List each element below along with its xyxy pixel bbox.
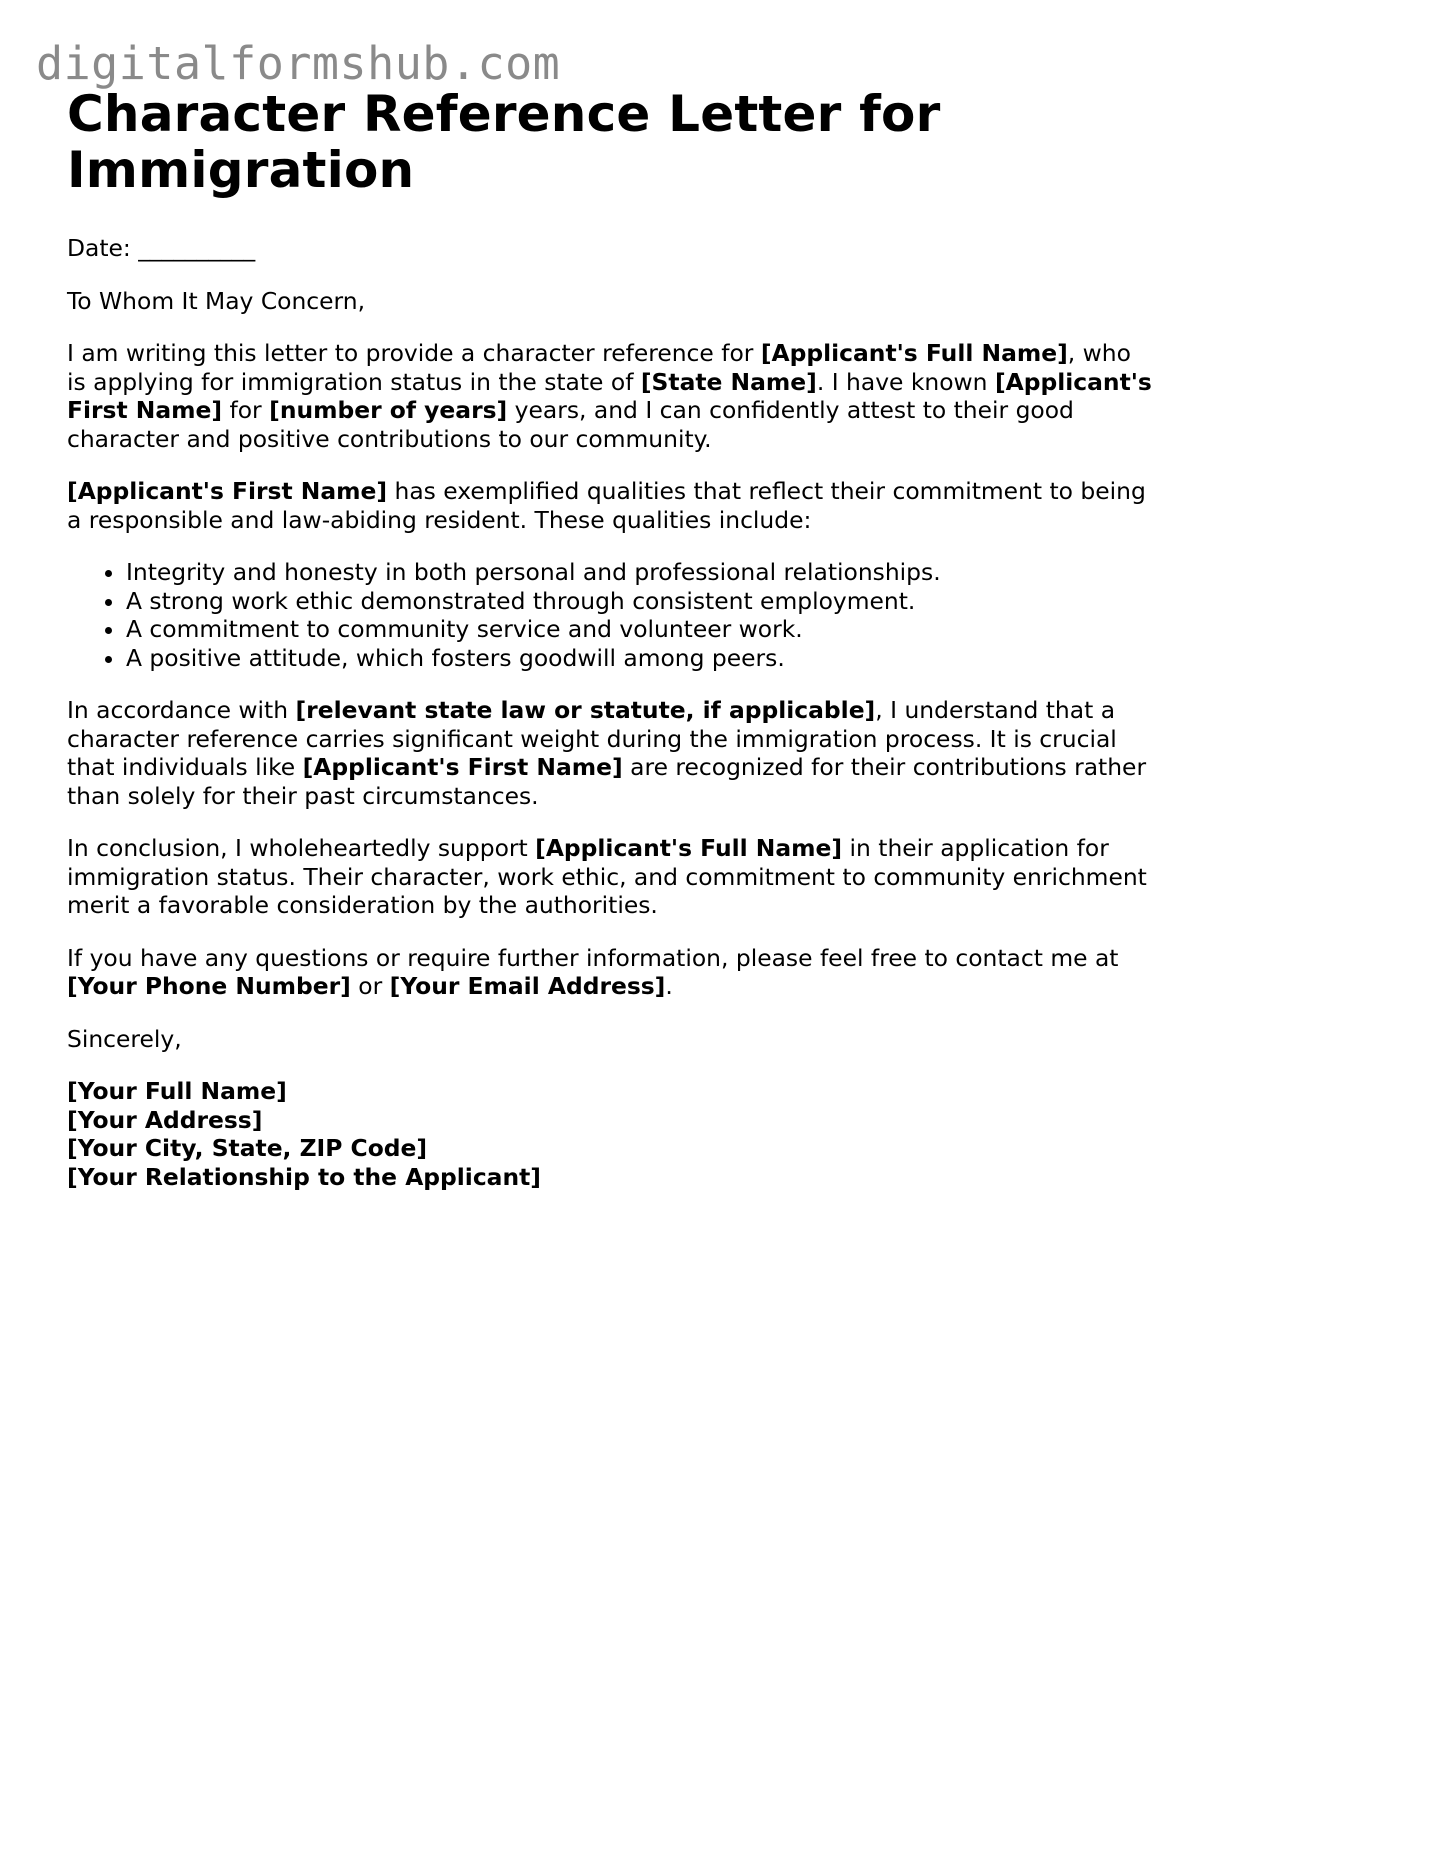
placeholder-applicant-first-name: [Applicant's First Name] bbox=[67, 477, 388, 505]
signature-block bbox=[67, 1077, 1157, 1191]
placeholder-email-address: [Your Email Address] bbox=[389, 972, 666, 1000]
text: In conclusion, I wholeheartedly support bbox=[67, 834, 536, 862]
intro-paragraph bbox=[67, 339, 1157, 453]
placeholder-number-of-years: [number of years] bbox=[269, 396, 508, 424]
text: . I have known bbox=[816, 367, 995, 396]
qualities-list bbox=[67, 558, 1157, 672]
document-title: Character Reference Letter for Immigration bbox=[67, 85, 941, 199]
text: or bbox=[350, 972, 390, 1000]
placeholder-applicant-full-name: [Applicant's Full Name] bbox=[535, 834, 843, 862]
date-line: Date: __________ bbox=[67, 234, 256, 262]
text: years, and I can confidently attest to their good character and positive contributions to our community. bbox=[67, 396, 1074, 453]
text: , I understand that a character reference carries significant weight during the immigration process. It is crucial that individuals like bbox=[67, 696, 1117, 781]
text: has exemplified qualities that reflect their commitment to being a responsible and law-abiding resident. These qualities include: bbox=[67, 477, 1146, 534]
text: in their application for immigration status. Their character, work ethic, and commitment to community enrichment merit a favorable consideration by the authorities. bbox=[67, 834, 1147, 919]
placeholder-state-law: [relevant state law or statute, if applicable] bbox=[295, 696, 876, 724]
placeholder-applicant-first-name: [Applicant's First Name] bbox=[67, 367, 1152, 424]
qualities-intro-paragraph bbox=[67, 477, 1157, 534]
list-item: • A strong work ethic demonstrated through consistent employment. bbox=[126, 587, 1157, 616]
site-watermark: digitalformshub.com bbox=[36, 37, 561, 90]
letter-document bbox=[67, 86, 1157, 1215]
text: are recognized for their contributions rather than solely for their past circumstances. bbox=[67, 753, 1147, 810]
list-item: • A commitment to community service and volunteer work. bbox=[126, 615, 1157, 644]
list-item: • A positive attitude, which fosters goodwill among peers. bbox=[126, 644, 1157, 673]
signature-name: [Your Full Name] bbox=[67, 1077, 287, 1105]
signature-city-state-zip: [Your City, State, ZIP Code] bbox=[67, 1134, 428, 1162]
signature-address: [Your Address] bbox=[67, 1105, 263, 1134]
text: . bbox=[665, 972, 673, 1000]
salutation: To Whom It May Concern, bbox=[67, 286, 366, 315]
placeholder-state-name: [State Name] bbox=[640, 367, 817, 396]
legal-paragraph bbox=[67, 696, 1157, 810]
list-item: • Integrity and honesty in both personal and professional relationships. bbox=[126, 558, 1157, 587]
text: I am writing this letter to provide a character reference for bbox=[67, 339, 761, 367]
contact-paragraph bbox=[67, 944, 1157, 1001]
placeholder-phone-number: [Your Phone Number] bbox=[67, 972, 351, 1000]
text: If you have any questions or require further information, please feel free to contact me at bbox=[67, 943, 1119, 972]
placeholder-applicant-full-name: [Applicant's Full Name] bbox=[760, 339, 1068, 367]
closing: Sincerely, bbox=[67, 1024, 182, 1053]
placeholder-applicant-first-name: [Applicant's First Name] bbox=[302, 753, 623, 781]
text: , who is applying for immigration status in the state of bbox=[67, 339, 1131, 396]
text: for bbox=[222, 396, 270, 424]
signature-relationship: [Your Relationship to the Applicant] bbox=[67, 1162, 541, 1191]
text: In accordance with bbox=[67, 696, 296, 724]
conclusion-paragraph bbox=[67, 834, 1157, 920]
